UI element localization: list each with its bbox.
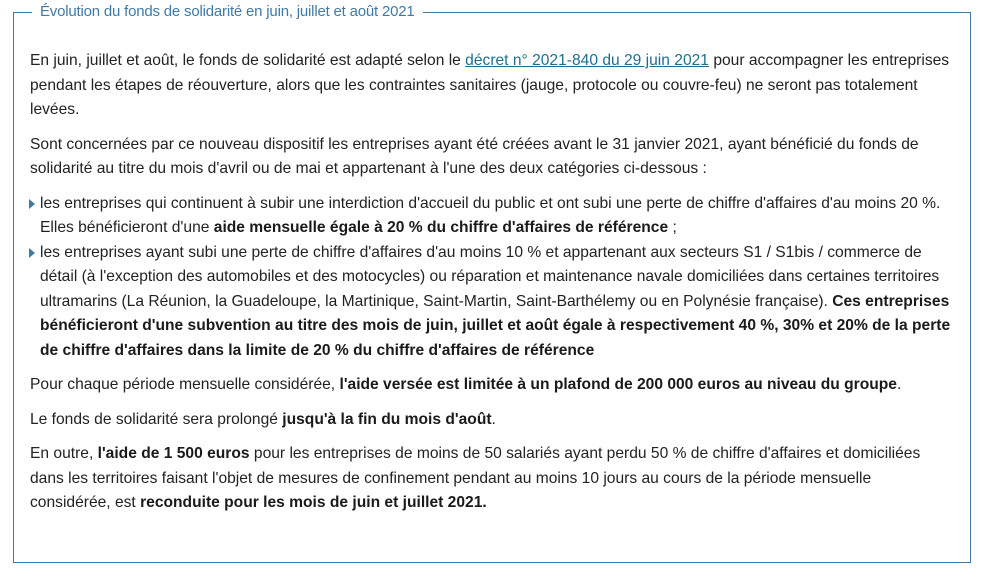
categories-list	[30, 192, 955, 364]
bold-text: jusqu'à la fin du mois d'août	[282, 410, 492, 428]
info-box	[13, 3, 971, 563]
box-title: Évolution du fonds de solidarité en juin, juillet et août 2021	[32, 2, 423, 22]
bold-text: l'aide de 1 500 euros	[97, 445, 250, 462]
item-end: ;	[668, 219, 677, 236]
text: .	[896, 376, 902, 393]
text: Le fonds de solidarité sera prolongé	[30, 410, 283, 428]
eligibility-paragraph: Sont concernées par ce nouveau dispositif les entreprises ayant été créées avant le 31 janvier 2021, ayant bénéficié du fonds de solidarité au titre du mois d'avril ou de mai et appartenant à l'une des deux catégories ci-dessous :	[30, 135, 919, 177]
item-bold: Ces entreprises bénéficieront d'une subvention au titre des mois de juin, juillet et août égale à respectivement 40 %, 30% et 20% de la perte de chiffre d'affaires dans la limite de 20 % du chiffre d'affaires de référence	[40, 292, 951, 359]
item-text: les entreprises ayant subi une perte de chiffre d'affaires d'au moins 10 % et appartenant aux secteurs S1 / S1bis / commerce de détail (à l'exception des automobiles et des motocycles) ou réparation et maintenance navale domiciliées dans certaines territoires ultramarins (La Réunion, la Guadeloupe, la Martinique, Saint-Martin, Saint-Barthélemy ou en Polynésie française).	[40, 243, 940, 310]
bold-text: l'aide versée est limitée à un plafond de 200 000 euros au niveau du groupe	[339, 376, 897, 393]
box-content	[30, 49, 955, 526]
bold-text: reconduite pour les mois de juin et juillet 2021.	[140, 494, 487, 511]
aid-paragraph	[30, 442, 955, 516]
item-bold: aide mensuelle égale à 20 % du chiffre d'affaires de référence	[213, 219, 669, 236]
triangle-bullet-icon	[29, 199, 35, 209]
intro-text-end: pour accompagner les entreprises pendant les étapes de réouverture, alors que les contraintes sanitaires (jauge, protocole ou couvre-feu) ne seront pas totalement levées.	[30, 52, 950, 118]
item-text: les entreprises qui continuent à subir une interdiction d'accueil du public et ont subi une perte de chiffre d'affaires d'au moins 20 %. Elles bénéficieront d'une	[40, 194, 941, 236]
decret-link[interactable]: décret n° 2021-840 du 29 juin 2021	[465, 52, 709, 69]
ceiling-paragraph	[30, 373, 955, 398]
triangle-bullet-icon	[29, 248, 35, 258]
text: Pour chaque période mensuelle considérée,	[30, 376, 340, 393]
list-item	[30, 241, 955, 364]
text: En outre,	[30, 445, 98, 462]
extension-paragraph	[30, 408, 955, 433]
list-item	[30, 192, 955, 241]
intro-paragraph	[30, 49, 955, 123]
text: pour les entreprises de moins de 50 salariés ayant perdu 50 % de chiffre d'affaires et domiciliées dans les territoires faisant l'objet de mesures de confinement pendant au moins 10 jours au cours de la période mensuelle considérée, est	[30, 445, 921, 511]
text: .	[491, 410, 496, 428]
intro-text: En juin, juillet et août, le fonds de solidarité est adapté selon le	[30, 52, 466, 69]
